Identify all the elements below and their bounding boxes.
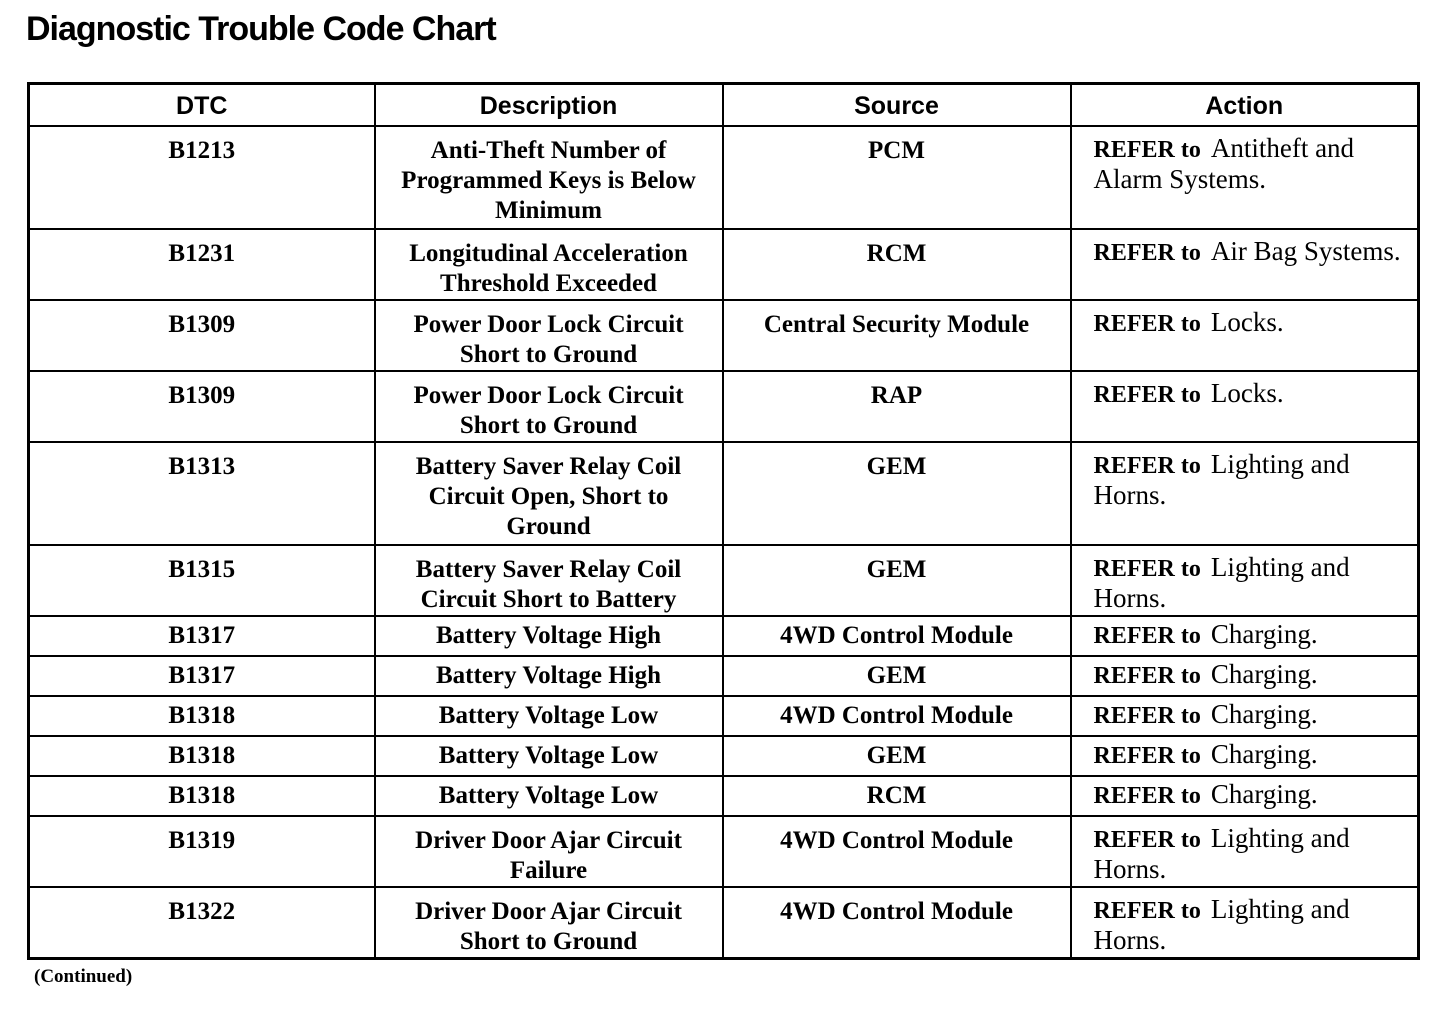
dtc-action — [1071, 300, 1419, 371]
action-reference-link: Locks. — [1210, 378, 1284, 408]
dtc-source: GEM — [723, 656, 1071, 696]
dtc-description: Battery Voltage Low — [375, 736, 723, 776]
table-row — [29, 816, 1419, 887]
action-lead: REFER to — [1093, 556, 1201, 582]
dtc-description: Battery Voltage Low — [375, 776, 723, 816]
dtc-action — [1071, 736, 1419, 776]
column-header-action: Action — [1071, 84, 1419, 127]
table-header-row — [29, 84, 1419, 127]
dtc-code: B1315 — [29, 545, 375, 616]
action-reference-link: Charging. — [1210, 619, 1318, 649]
action-reference-link: Antitheft and Alarm Systems. — [1093, 133, 1355, 194]
column-header-description: Description — [375, 84, 723, 127]
action-lead: REFER to — [1093, 663, 1201, 689]
action-reference-link: Lighting and Horns. — [1093, 894, 1350, 955]
action-lead: REFER to — [1093, 743, 1201, 769]
dtc-action — [1071, 696, 1419, 736]
dtc-action — [1071, 887, 1419, 959]
dtc-source: PCM — [723, 126, 1071, 229]
table-row — [29, 371, 1419, 442]
table-row — [29, 300, 1419, 371]
dtc-code: B1213 — [29, 126, 375, 229]
dtc-source: RAP — [723, 371, 1071, 442]
action-reference-link: Lighting and Horns. — [1093, 823, 1350, 884]
dtc-code: B1309 — [29, 371, 375, 442]
action-lead: REFER to — [1093, 453, 1201, 479]
table-row — [29, 736, 1419, 776]
dtc-description: Battery Saver Relay Coil Circuit Short to Battery — [375, 545, 723, 616]
dtc-table — [27, 82, 1420, 960]
action-reference-link: Lighting and Horns. — [1093, 552, 1350, 613]
action-reference-link: Charging. — [1210, 659, 1318, 689]
continued-note: (Continued) — [34, 966, 133, 987]
table-row — [29, 696, 1419, 736]
action-lead: REFER to — [1093, 827, 1201, 853]
dtc-code: B1231 — [29, 229, 375, 300]
dtc-action — [1071, 656, 1419, 696]
dtc-source: GEM — [723, 545, 1071, 616]
table-row — [29, 887, 1419, 959]
dtc-code: B1318 — [29, 776, 375, 816]
action-lead: REFER to — [1093, 382, 1201, 408]
dtc-description: Battery Voltage Low — [375, 696, 723, 736]
table-row — [29, 656, 1419, 696]
dtc-description: Driver Door Ajar Circuit Short to Ground — [375, 887, 723, 959]
table-row — [29, 126, 1419, 229]
action-lead: REFER to — [1093, 703, 1201, 729]
dtc-description: Battery Voltage High — [375, 616, 723, 656]
column-header-dtc: DTC — [29, 84, 375, 127]
action-reference-link: Charging. — [1210, 699, 1318, 729]
dtc-description: Power Door Lock Circuit Short to Ground — [375, 371, 723, 442]
dtc-action — [1071, 229, 1419, 300]
dtc-source: 4WD Control Module — [723, 887, 1071, 959]
dtc-source: GEM — [723, 442, 1071, 545]
dtc-action — [1071, 545, 1419, 616]
table-body — [29, 126, 1419, 959]
column-header-source: Source — [723, 84, 1071, 127]
dtc-source: GEM — [723, 736, 1071, 776]
dtc-source: 4WD Control Module — [723, 696, 1071, 736]
action-lead: REFER to — [1093, 898, 1201, 924]
dtc-source: 4WD Control Module — [723, 616, 1071, 656]
dtc-action — [1071, 442, 1419, 545]
dtc-code: B1319 — [29, 816, 375, 887]
dtc-code: B1309 — [29, 300, 375, 371]
dtc-code: B1313 — [29, 442, 375, 545]
action-lead: REFER to — [1093, 311, 1201, 337]
dtc-code: B1318 — [29, 696, 375, 736]
dtc-source: RCM — [723, 776, 1071, 816]
dtc-description: Power Door Lock Circuit Short to Ground — [375, 300, 723, 371]
dtc-source: RCM — [723, 229, 1071, 300]
dtc-description: Battery Saver Relay Coil Circuit Open, Short to Ground — [375, 442, 723, 545]
dtc-description: Battery Voltage High — [375, 656, 723, 696]
dtc-action — [1071, 816, 1419, 887]
action-reference-link: Locks. — [1210, 307, 1284, 337]
dtc-action — [1071, 371, 1419, 442]
dtc-source: Central Security Module — [723, 300, 1071, 371]
action-reference-link: Charging. — [1210, 779, 1318, 809]
table-row — [29, 442, 1419, 545]
table-row — [29, 545, 1419, 616]
dtc-code: B1322 — [29, 887, 375, 959]
dtc-action — [1071, 126, 1419, 229]
table-row — [29, 229, 1419, 300]
action-lead: REFER to — [1093, 623, 1201, 649]
action-lead: REFER to — [1093, 137, 1201, 163]
action-reference-link: Charging. — [1210, 739, 1318, 769]
dtc-source: 4WD Control Module — [723, 816, 1071, 887]
dtc-action — [1071, 776, 1419, 816]
table-row — [29, 616, 1419, 656]
action-reference-link: Air Bag Systems. — [1210, 236, 1401, 266]
dtc-description: Driver Door Ajar Circuit Failure — [375, 816, 723, 887]
action-lead: REFER to — [1093, 240, 1201, 266]
action-reference-link: Lighting and Horns. — [1093, 449, 1350, 510]
dtc-code: B1317 — [29, 656, 375, 696]
dtc-code: B1318 — [29, 736, 375, 776]
table-row — [29, 776, 1419, 816]
dtc-action — [1071, 616, 1419, 656]
page-title: Diagnostic Trouble Code Chart — [26, 10, 496, 48]
dtc-code: B1317 — [29, 616, 375, 656]
action-lead: REFER to — [1093, 783, 1201, 809]
dtc-description: Longitudinal Acceleration Threshold Exceeded — [375, 229, 723, 300]
dtc-description: Anti-Theft Number of Programmed Keys is Below Minimum — [375, 126, 723, 229]
